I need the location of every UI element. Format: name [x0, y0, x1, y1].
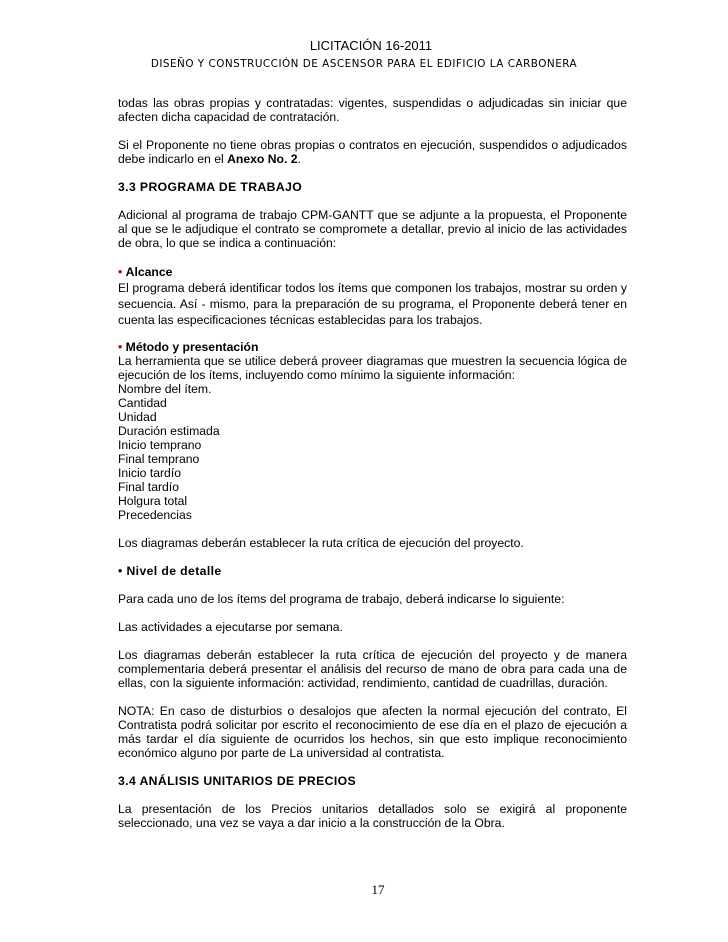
- list-item: Precedencias: [118, 508, 192, 522]
- list-item: Nombre del ítem.: [118, 382, 212, 396]
- list-item: Unidad: [118, 410, 157, 424]
- paragraph-anexo: [118, 138, 627, 166]
- paragraph-mano-obra: Los diagramas deberán establecer la ruta crítica de ejecución del proyecto y de manera complementaria deberá presentar el análisis del recurso de mano de obra para cada una de ellas, con la siguiente información: actividad, rendimiento, cantidad de cuadrillas, duración.: [118, 648, 627, 690]
- page-number: 17: [371, 882, 385, 897]
- list-item: Final tardío: [118, 480, 179, 494]
- paragraph-anexo-text: Si el Proponente no tiene obras propias o contratos en ejecución, suspendidos o adjudicados debe indicarlo en el: [118, 138, 627, 166]
- metodo-title: Método y presentación: [125, 340, 259, 354]
- anexo-reference: Anexo No. 2: [227, 152, 298, 166]
- paragraph-ruta-critica: Los diagramas deberán establecer la ruta crítica de ejecución del proyecto.: [118, 536, 524, 550]
- paragraph-capacidad: todas las obras propias y contratadas: vigentes, suspendidas o adjudicadas sin iniciar que afecten dicha capacidad de contratación.: [118, 96, 627, 124]
- paragraph-actividades: Las actividades a ejecutarse por semana.: [118, 620, 343, 634]
- list-item: Final temprano: [118, 452, 200, 466]
- list-item: Inicio temprano: [118, 438, 202, 452]
- section-nivel-detalle: • Nivel de detalle: [118, 564, 222, 578]
- section-metodo: [118, 340, 627, 382]
- paragraph-nivel: Para cada uno de los ítems del programa de trabajo, deberá indicarse lo siguiente:: [118, 592, 565, 606]
- metodo-bullet: •: [118, 340, 123, 354]
- metodo-list: [118, 382, 627, 522]
- list-item: Cantidad: [118, 396, 167, 410]
- list-item: Inicio tardío: [118, 466, 182, 480]
- metodo-text: La herramienta que se utilice deberá proveer diagramas que muestren la secuencia lógica de ejecución de los ítems, incluyendo como mínimo la siguiente información:: [118, 354, 627, 382]
- list-item: Duración estimada: [118, 424, 220, 438]
- section-heading-3-3: 3.3 PROGRAMA DE TRABAJO: [118, 180, 303, 194]
- paragraph-programa: Adicional al programa de trabajo CPM-GANTT que se adjunte a la propuesta, el Proponente al que se le adjudique el contrato se compromete a detallar, previo al inicio de las actividades de obra, lo que se indica a continuación:: [118, 208, 627, 250]
- paragraph-nota: NOTA: En caso de disturbios o desalojos que afecten la normal ejecución del contrato, El Contratista podrá solicitar por escrito el reconocimiento de ese día en el plazo de ejecución a más tardar el día siguiente de ocurridos los hechos, sin que esto implique reconocimiento económico alguno por parte de La universidad al contratista.: [118, 704, 627, 760]
- alcance-bullet: •: [118, 265, 123, 279]
- alcance-title: Alcance: [125, 265, 173, 279]
- header-subtitle: DISEÑO Y CONSTRUCCIÓN DE ASCENSOR PARA EL EDIFICIO LA CARBONERA: [150, 58, 578, 70]
- list-item: Holgura total: [118, 494, 188, 508]
- document-body: [118, 96, 627, 830]
- alcance-text: El programa deberá identificar todos los ítems que componen los trabajos, mostrar su orden y secuencia. Así - mismo, para la preparación de su programa, el Proponente deberá tener en cuenta las especificaciones técnicas establecidas para los trabajos.: [118, 281, 627, 327]
- page-header: [0, 38, 728, 72]
- section-heading-3-4: 3.4 ANÁLISIS UNITARIOS DE PRECIOS: [118, 774, 357, 788]
- paragraph-precios: La presentación de los Precios unitarios detallados solo se exigirá al proponente seleccionado, una vez se vaya a dar inicio a la construcción de la Obra.: [118, 802, 627, 830]
- paragraph-anexo-end: .: [297, 152, 301, 166]
- header-title: LICITACIÓN 16-2011: [309, 38, 433, 53]
- section-alcance: [118, 264, 627, 328]
